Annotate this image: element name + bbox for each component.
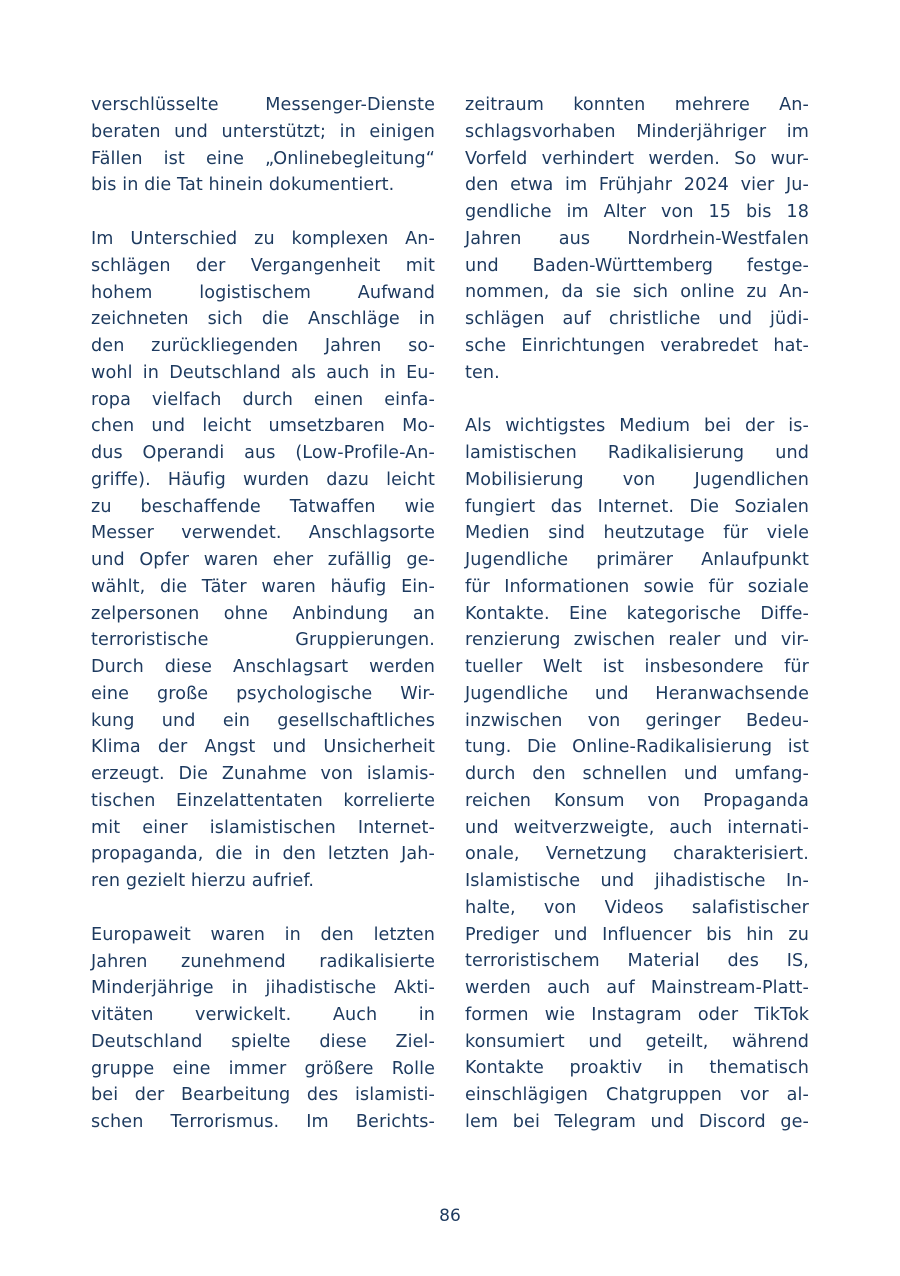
text-line: schlagsvorhaben Minderjähriger im (465, 121, 809, 142)
text-line: tischen Einzelattentaten korrelierte (91, 790, 435, 811)
text-line: gendliche im Alter von 15 bis 18 (465, 202, 809, 222)
text-line: Mobilisierung von Jugendlichen (465, 469, 809, 490)
paragraph-1 (91, 92, 435, 199)
text-line: einschlägigen Chatgruppen vor al- (465, 1085, 809, 1105)
text-line: und weitverzweigte, auch internati- (465, 817, 809, 838)
text-line: Minderjährige in jihadistische Akti- (91, 978, 435, 999)
text-line: Kontakte proaktiv in thematisch (465, 1058, 809, 1079)
text-line: Klima der Angst und Unsicherheit (91, 737, 435, 758)
text-line: gruppe eine immer größere Rolle (91, 1058, 435, 1079)
right-column (465, 92, 809, 1163)
text-line: propaganda, die in den letzten Jah- (91, 844, 435, 865)
text-line: griffe). Häufig wurden dazu leicht (91, 469, 435, 490)
text-line: formen wie Instagram oder TikTok (465, 1004, 809, 1025)
text-line: Europaweit waren in den letzten (91, 924, 435, 945)
text-line: Jahren aus Nordrhein-Westfalen (465, 228, 809, 249)
text-line: erzeugt. Die Zunahme von islamis- (91, 764, 435, 784)
text-line: Islamistische und jihadistische In- (465, 871, 809, 891)
paragraph-5 (465, 413, 809, 1135)
text-line: halte, von Videos salafistischer (465, 897, 809, 918)
text-line: ren gezielt hierzu aufrief. (91, 871, 315, 891)
text-line: zeichneten sich die Anschläge in (91, 309, 435, 330)
text-line: Kontakte. Eine kategorische Diffe- (465, 603, 809, 624)
text-line: vitäten verwickelt. Auch in (91, 1005, 435, 1025)
text-line: und Opfer waren eher zufällig ge- (91, 550, 435, 570)
text-line: den zurückliegenden Jahren so- (91, 336, 435, 356)
text-line: durch den schnellen und umfang- (465, 764, 809, 784)
text-line: Deutschland spielte diese Ziel- (91, 1031, 435, 1052)
text-line: Vorfeld verhindert werden. So wur- (465, 148, 809, 169)
text-line: schlägen der Vergangenheit mit (91, 255, 435, 276)
text-line: zu beschaffende Tatwaffen wie (91, 496, 435, 517)
text-line: hohem logistischem Aufwand (91, 282, 435, 303)
text-line: sche Einrichtungen verabredet hat- (465, 335, 809, 356)
text-line: chen und leicht umsetzbaren Mo- (91, 416, 435, 437)
text-line: mit einer islamistischen Internet- (91, 817, 435, 838)
text-line: konsumiert und geteilt, während (465, 1031, 809, 1052)
paragraph-3 (91, 922, 435, 1136)
left-column (91, 92, 435, 1163)
text-line: terroristischem Material des IS, (465, 951, 809, 972)
text-line: schlägen auf christliche und jüdi- (465, 309, 809, 329)
text-line: zelpersonen ohne Anbindung an (91, 603, 435, 624)
text-line: beraten und unterstützt; in einigen (91, 121, 435, 142)
text-line: tung. Die Online-Radikalisierung ist (465, 737, 809, 758)
text-line: zeitraum konnten mehrere An- (465, 95, 809, 115)
text-line: Jahren zunehmend radikalisierte (91, 951, 435, 972)
text-line: lem bei Telegram und Discord ge- (465, 1111, 809, 1132)
text-line: lamistischen Radikalisierung und (465, 443, 809, 463)
text-line: Fällen ist eine „Onlinebegleitung“ (91, 148, 435, 169)
text-line: und Baden-Württemberg festge- (465, 255, 809, 276)
text-line: Prediger und Influencer bis hin zu (465, 924, 809, 945)
text-line: nommen, da sie sich online zu An- (465, 282, 809, 303)
text-line: Durch diese Anschlagsart werden (91, 657, 435, 677)
text-line: Im Unterschied zu komplexen An- (91, 229, 435, 249)
text-line: Als wichtigstes Medium bei der is- (465, 416, 809, 437)
text-line: Jugendliche und Heranwachsende (465, 683, 809, 704)
text-line: werden auch auf Mainstream-Platt- (465, 978, 809, 998)
paragraph-4 (465, 92, 809, 386)
page-number: 86 (439, 1206, 461, 1226)
text-line: fungiert das Internet. Die Sozialen (465, 496, 809, 517)
text-line: terroristische Gruppierungen. (91, 630, 435, 651)
text-line: wählt, die Täter waren häufig Ein- (91, 576, 435, 597)
text-line: ten. (465, 362, 500, 383)
text-line: schen Terrorismus. Im Berichts- (91, 1112, 435, 1132)
text-line: den etwa im Frühjahr 2024 vier Ju- (465, 175, 809, 196)
text-line: für Informationen sowie für soziale (465, 576, 809, 597)
text-line: bei der Bearbeitung des islamisti- (91, 1085, 435, 1106)
text-line: bis in die Tat hinein dokumentiert. (91, 175, 395, 196)
text-line: verschlüsselte Messenger-Dienste (91, 95, 435, 115)
text-line: tueller Welt ist insbesondere für (465, 657, 809, 677)
text-line: eine große psychologische Wir- (91, 683, 435, 704)
text-line: Jugendliche primärer Anlaufpunkt (465, 550, 809, 570)
text-line: Messer verwendet. Anschlagsorte (91, 523, 435, 544)
text-line: onale, Vernetzung charakterisiert. (465, 844, 809, 865)
text-line: kung und ein gesellschaftliches (91, 710, 435, 731)
paragraph-2 (91, 226, 435, 895)
text-line: dus Operandi aus (Low-Profile-An- (91, 443, 435, 463)
text-line: ropa vielfach durch einen einfa- (91, 389, 435, 410)
text-line: inzwischen von geringer Bedeu- (465, 710, 809, 731)
text-line: wohl in Deutschland als auch in Eu- (91, 362, 435, 383)
text-line: Medien sind heutzutage für viele (465, 523, 809, 544)
text-line: reichen Konsum von Propaganda (465, 790, 809, 811)
text-line: renzierung zwischen realer und vir- (465, 630, 809, 651)
